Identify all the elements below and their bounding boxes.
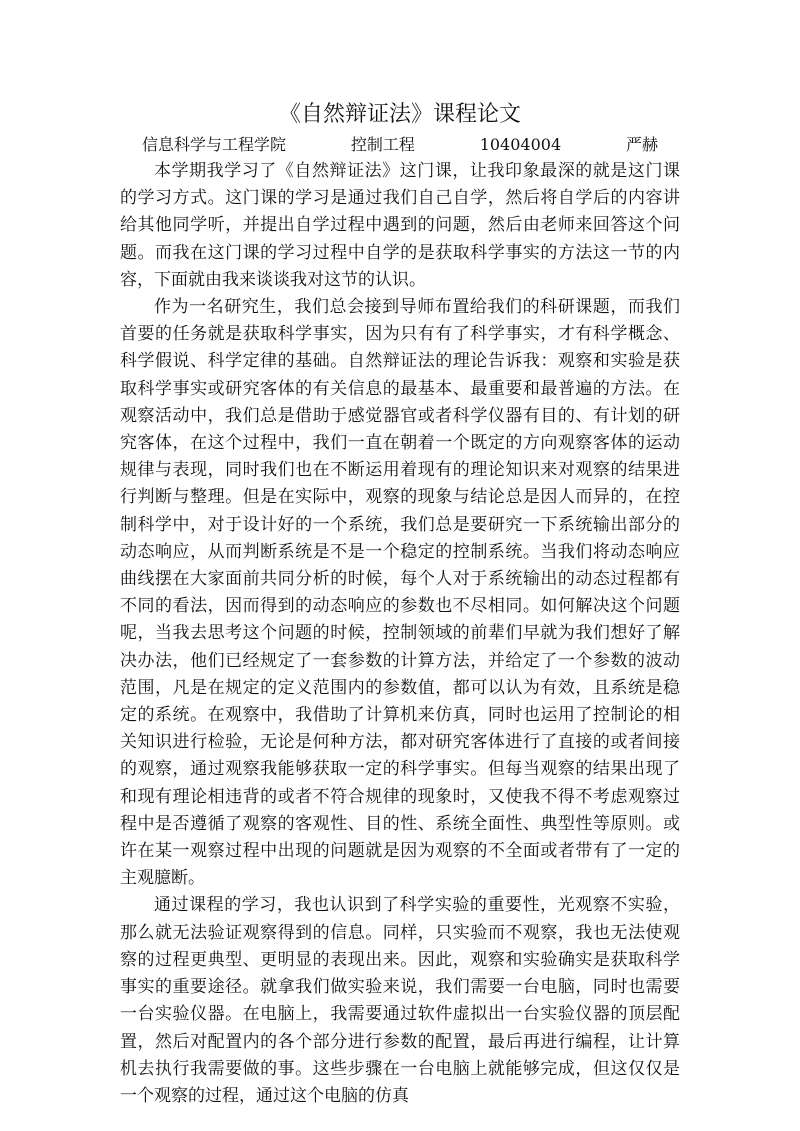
paper-page [120, 100, 680, 1110]
author-info-line [120, 132, 680, 158]
school-name: 信息科学与工程学院 [142, 135, 287, 154]
author-name: 严赫 [625, 135, 658, 154]
student-id: 10404004 [479, 135, 562, 154]
major-name: 控制工程 [350, 135, 415, 154]
body-paragraph-3: 通过课程的学习，我也认识到了科学实验的重要性，光观察不实验，那么就无法验证观察得到的信息。同样，只实验而不观察，我也无法使观察的过程更典型、更明显的表现出来。因此，观察和实验确实是获取科学事实的重要途径。就拿我们做实验来说，我们需要一台电脑，同时也需要一台实验仪器。在电脑上，我需要通过软件虚拟出一台实验仪器的顶层配置，然后对配置内的各个部分进行参数的配置，最后再进行编程，让计算机去执行我需要做的事。这些步骤在一台电脑上就能够完成，但这仅仅是一个观察的过程，通过这个电脑的仿真 [120, 895, 680, 1106]
body-paragraph-2: 作为一名研究生，我们总会接到导师布置给我们的科研课题，而我们首要的任务就是获取科学事实，因为只有有了科学事实，才有科学概念、科学假说、科学定律的基础。自然辩证法的理论告诉我：观察和实验是获取科学事实或研究客体的有关信息的最基本、最重要和最普遍的方法。在观察活动中，我们总是借助于感觉器官或者科学仪器有目的、有计划的研究客体，在这个过程中，我们一直在朝着一个既定的方向观察客体的运动规律与表现，同时我们也在不断运用着现有的理论知识来对观察的结果进行判断与整理。但是在实际中，观察的现象与结论总是因人而异的，在控制科学中，对于设计好的一个系统，我们总是要研究一下系统输出部分的动态响应，从而判断系统是不是一个稳定的控制系统。当我们将动态响应曲线摆在大家面前共同分析的时候，每个人对于系统输出的动态过程都有不同的看法，因而得到的动态响应的参数也不尽相同。如何解决这个问题呢，当我去思考这个问题的时候，控制领域的前辈们早就为我们想好了解决办法，他们已经规定了一套参数的计算方法，并给定了一个参数的波动范围，凡是在规定的定义范围内的参数值，都可以认为有效，且系统是稳定的系统。在观察中，我借助了计算机来仿真，同时也运用了控制论的相关知识进行检验，无论是何种方法，都对研究客体进行了直接的或者间接的观察，通过观察我能够获取一定的科学事实。但每当观察的结果出现了和现有理论相违背的或者不符合规律的现象时，又使我不得不考虑观察过程中是否遵循了观察的客观性、目的性、系统全面性、典型性等原则。或许在某一观察过程中出现的问题就是因为观察的不全面或者带有了一定的主观臆断。 [120, 297, 680, 889]
body-paragraph-1: 本学期我学习了《自然辩证法》这门课，让我印象最深的就是这门课的学习方式。这门课的学习是通过我们自己自学，然后将自学后的内容讲给其他同学听，并提出自学过程中遇到的问题，然后由老师来回答这个问题。而我在这门课的学习过程中自学的是获取科学事实的方法这一节的内容，下面就由我来谈谈我对这节的认识。 [120, 161, 680, 290]
paper-title: 《自然辩证法》课程论文 [278, 102, 521, 127]
